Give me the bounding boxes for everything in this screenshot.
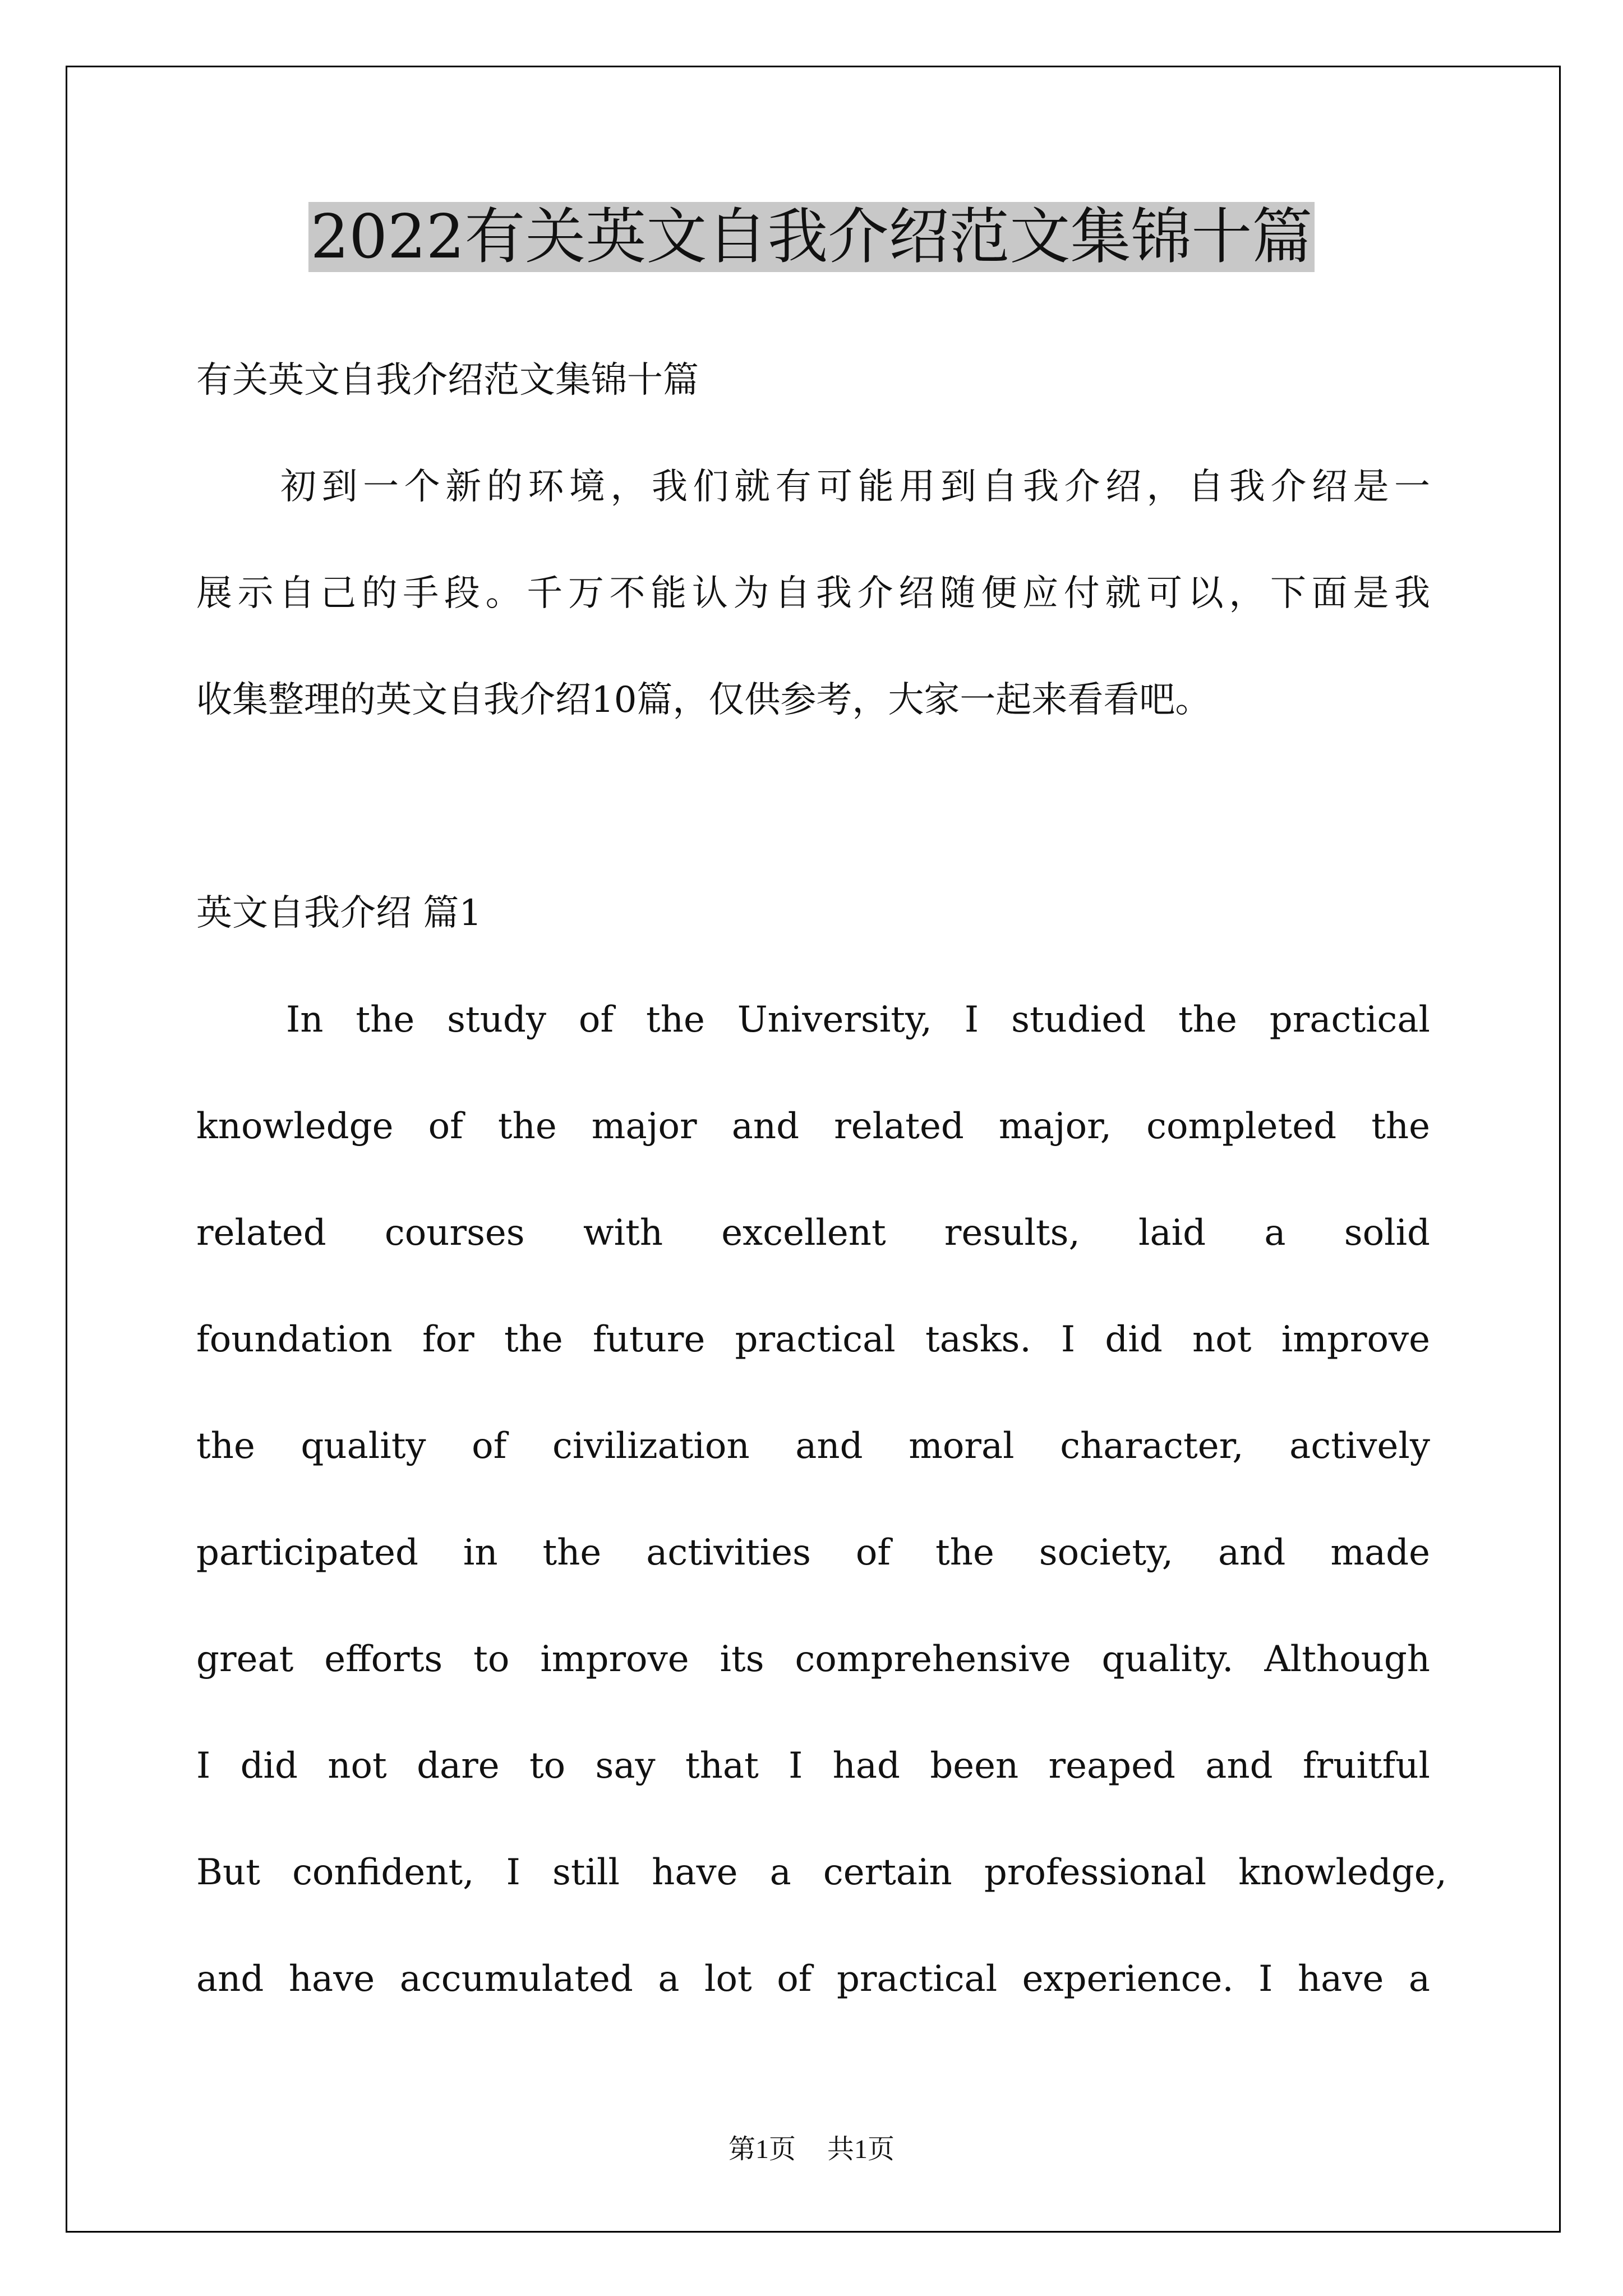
document-subtitle: 有关英文自我介绍范文集锦十篇: [196, 360, 699, 401]
body-line: foundation for the future practical tasks. I did not improve: [196, 1319, 1430, 1360]
body-line: participated in the activities of the society, and made: [196, 1532, 1430, 1573]
body-line: knowledge of the major and related major, completed the: [196, 1106, 1430, 1147]
body-line: and have accumulated a lot of practical experience. I have a: [196, 1958, 1430, 2000]
body-line: related courses with excellent results, laid a solid: [196, 1212, 1430, 1254]
page-footer: [0, 2130, 1623, 2169]
body-line: the quality of civilization and moral character, actively: [196, 1425, 1430, 1467]
body-line: In the study of the University, I studied the practical: [286, 999, 1430, 1041]
intro-line: 初到一个新的环境，我们就有可能用到自我介绍，自我介绍是一: [280, 466, 1430, 508]
body-line: I did not dare to say that I had been reaped and fruitful: [196, 1745, 1430, 1787]
page-number-current: 第1页: [728, 2134, 796, 2164]
document-title-text: 2022有关英文自我介绍范文集锦十篇: [308, 202, 1315, 272]
intro-line: 收集整理的英文自我介绍10篇，仅供参考，大家一起来看看吧。: [196, 679, 1211, 721]
page-number-total: 共1页: [827, 2134, 895, 2164]
section-heading: 英文自我介绍 篇1: [196, 892, 482, 934]
body-line: But confident, I still have a certain professional knowledge,: [196, 1852, 1447, 1893]
intro-line: 展示自己的手段。千万不能认为自我介绍随便应付就可以，下面是我: [196, 573, 1430, 614]
document-title: [0, 192, 1623, 282]
body-line: great efforts to improve its comprehensive quality. Although: [196, 1639, 1430, 1680]
